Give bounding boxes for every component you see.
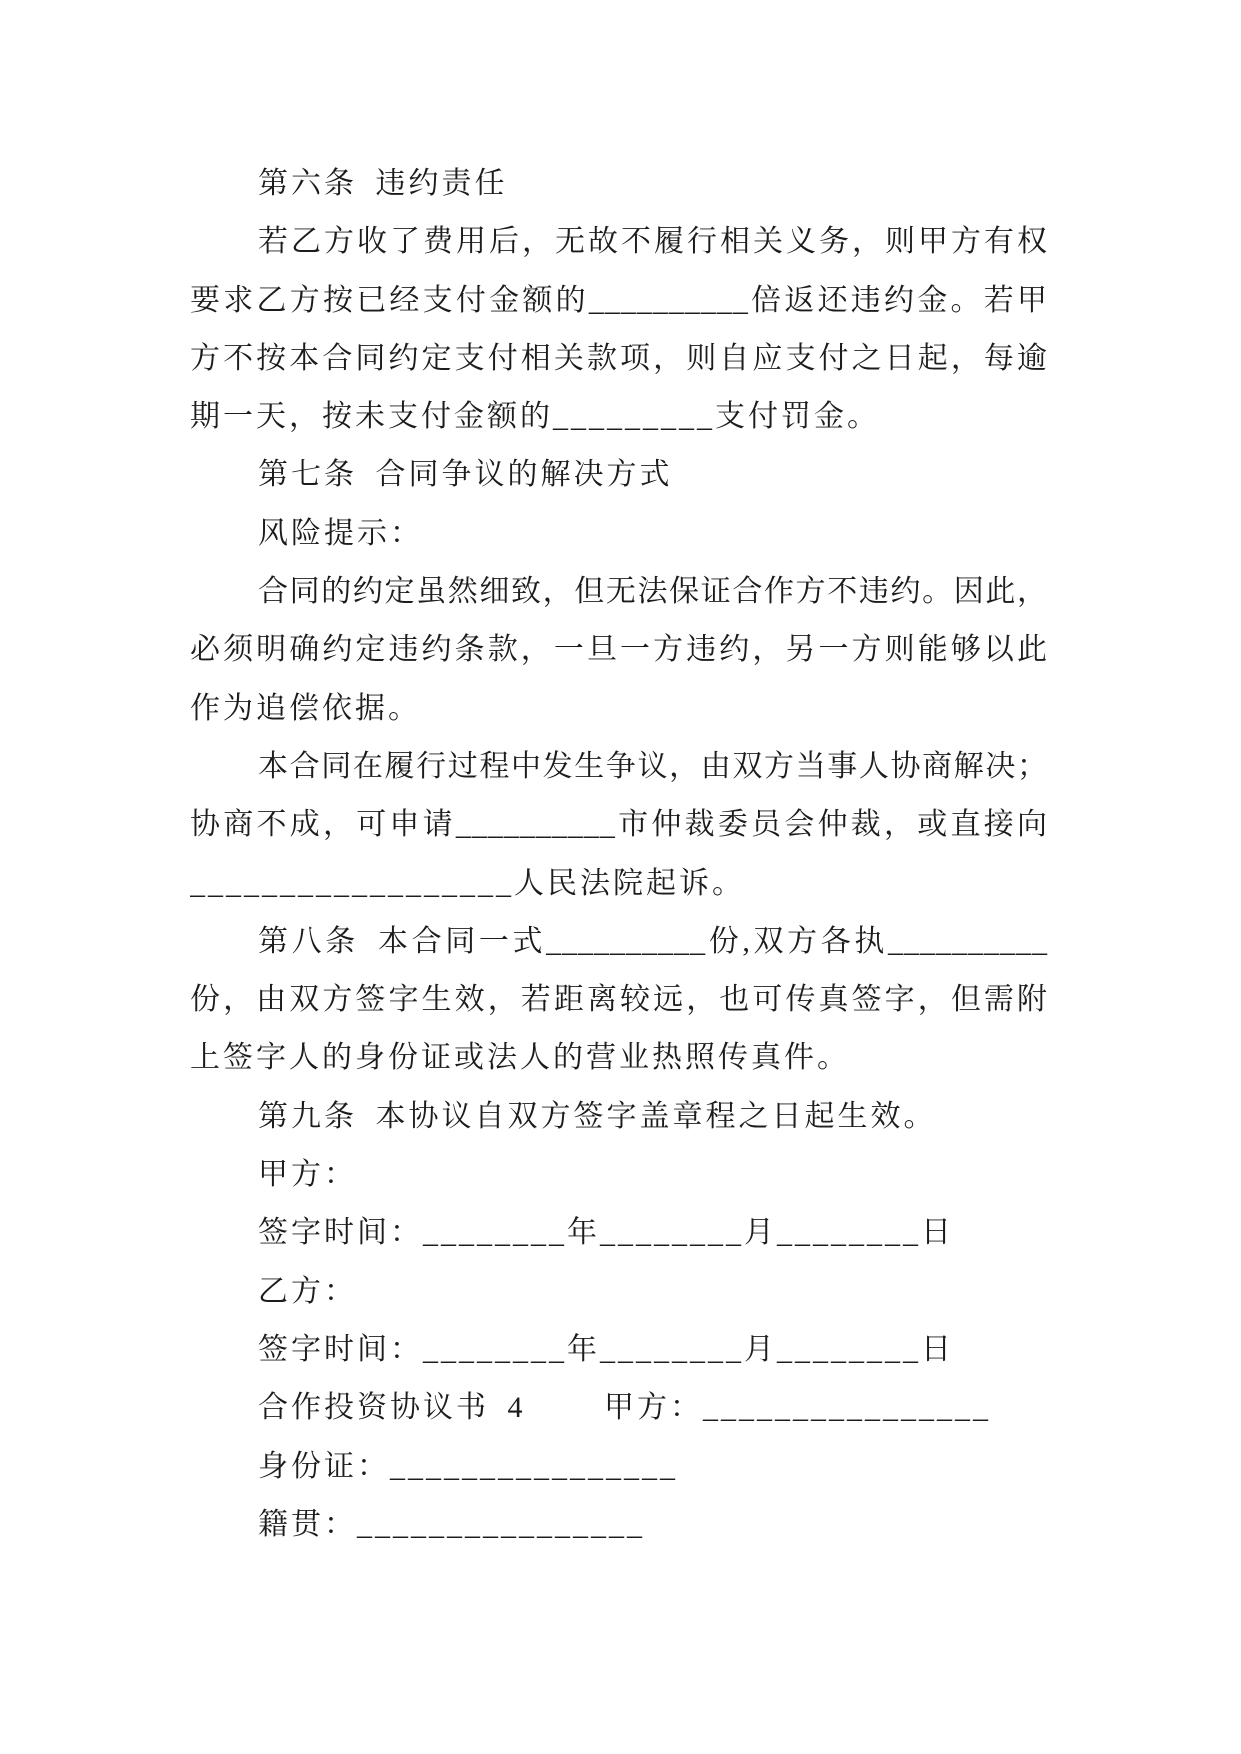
risk-line: 作为追偿依据。 <box>190 691 421 725</box>
article-6-heading: 第六条 违约责任 <box>258 167 508 200</box>
article-8-line: 上签字人的身份证或法人的营业热照传真件。 <box>190 1041 850 1075</box>
party-b-label: 乙方： <box>258 1274 357 1308</box>
next-agreement-party-a: 甲方：________________ <box>604 1391 991 1425</box>
next-agreement-row <box>190 1379 1048 1437</box>
document-body <box>190 155 1048 1554</box>
article-6-line: 若乙方收了费用后，无故不履行相关义务，则甲方有权 <box>258 225 1048 259</box>
article-7-line: 协商不成，可申请__________市仲裁委员会仲裁，或直接向 <box>190 808 1048 842</box>
party-b-sign-date: 签字时间：________年________月________日 <box>258 1332 954 1366</box>
native-place-line: 籍贯：________________ <box>258 1507 645 1541</box>
article-9-text: 第九条 本协议自双方签字盖章程之日起生效。 <box>258 1099 937 1133</box>
article-8-line: 第八条 本合同一式__________份,双方各执__________ <box>258 924 1048 958</box>
id-card-line: 身份证：________________ <box>258 1449 678 1483</box>
article-7-line: 本合同在履行过程中发生争议，由双方当事人协商解决； <box>258 749 1048 783</box>
risk-label: 风险提示： <box>258 516 423 550</box>
article-6-line: 方不按本合同约定支付相关款项，则自应支付之日起，每逾 <box>190 341 1048 375</box>
article-7-line: __________________人民法院起诉。 <box>190 866 745 900</box>
article-6-line: 要求乙方按已经支付金额的__________倍返还违约金。若甲 <box>190 283 1048 317</box>
risk-line: 合同的约定虽然细致，但无法保证合作方不违约。因此， <box>258 575 1048 609</box>
party-a-sign-date: 签字时间：________年________月________日 <box>258 1216 954 1250</box>
article-7-heading: 第七条 合同争议的解决方式 <box>258 458 673 492</box>
article-8-line: 份，由双方签字生效，若距离较远，也可传真签字，但需附 <box>190 983 1048 1017</box>
next-agreement-title: 合作投资协议书 4 <box>258 1391 526 1425</box>
risk-line: 必须明确约定违约条款，一旦一方违约，另一方则能够以此 <box>190 633 1048 667</box>
article-6-line: 期一天，按未支付金额的_________支付罚金。 <box>190 400 880 434</box>
party-a-label: 甲方： <box>258 1158 357 1192</box>
